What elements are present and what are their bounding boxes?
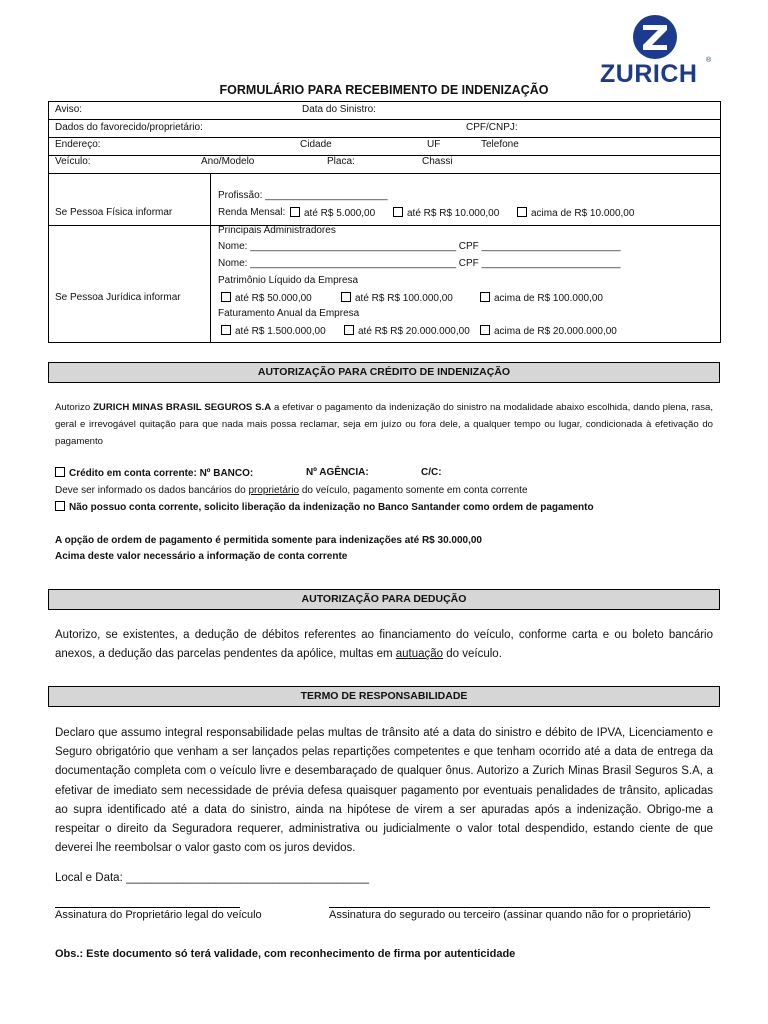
checkbox-icon[interactable] [290, 207, 300, 217]
placa-label: Placa: [327, 156, 355, 167]
patrimonio-option-2[interactable]: até R$ R$ 100.000,00 [341, 292, 453, 304]
uf-label: UF [427, 139, 441, 150]
renda-option-2[interactable]: até R$ R$ 10.000,00 [393, 207, 499, 219]
renda-option-1[interactable]: até R$ 5.000,00 [290, 207, 375, 219]
nome-cpf-field-2[interactable]: Nome: _____________________________________ CPF _________________________ [218, 258, 621, 269]
patrimonio-option-3[interactable]: acima de R$ 100.000,00 [480, 292, 603, 304]
row-divider [48, 119, 721, 120]
pf-label: Se Pessoa Física informar [55, 207, 173, 218]
checkbox-icon[interactable] [480, 325, 490, 335]
checkbox-icon[interactable] [55, 501, 65, 511]
row-divider [48, 155, 721, 156]
checkbox-icon[interactable] [221, 325, 231, 335]
cidade-label: Cidade [300, 139, 332, 150]
col-divider [210, 173, 211, 343]
endereco-label: Endereço: [55, 139, 101, 150]
faturamento-option-3[interactable]: acima de R$ 20.000.000,00 [480, 325, 617, 337]
ano-modelo-label: Ano/Modelo [201, 156, 255, 167]
signature-line-1 [55, 907, 240, 908]
opcao-note-2: Acima deste valor necessário a informação de conta corrente [55, 551, 348, 562]
checkbox-icon[interactable] [344, 325, 354, 335]
row-divider [48, 225, 721, 226]
faturamento-option-1[interactable]: até R$ 1.500.000,00 [221, 325, 326, 337]
agencia-label: Nº AGÊNCIA: [306, 467, 369, 478]
signature-label-1: Assinatura do Proprietário legal do veículo [55, 909, 262, 921]
telefone-label: Telefone [481, 139, 519, 150]
zurich-logo [596, 14, 716, 90]
nome-cpf-field-1[interactable]: Nome: _____________________________________ CPF _________________________ [218, 241, 621, 252]
patrimonio-option-1[interactable]: até R$ 50.000,00 [221, 292, 312, 304]
responsabilidade-heading: TERMO DE RESPONSABILIDADE [48, 686, 720, 707]
checkbox-icon[interactable] [393, 207, 403, 217]
cpf-cnpj-label: CPF/CNPJ: [466, 122, 518, 133]
cc-label: C/C: [421, 467, 442, 478]
credito-heading: AUTORIZAÇÃO PARA CRÉDITO DE INDENIZAÇÃO [48, 362, 720, 383]
patrimonio-label: Patrimônio Líquido da Empresa [218, 275, 359, 286]
checkbox-icon[interactable] [55, 467, 65, 477]
row-divider [48, 137, 721, 138]
renda-option-3[interactable]: acima de R$ 10.000,00 [517, 207, 634, 219]
deducao-heading: AUTORIZAÇÃO PARA DEDUÇÃO [48, 589, 720, 610]
deve-informar-text: Deve ser informado os dados bancários do proprietário do veículo, pagamento somente em conta corrente [55, 485, 528, 496]
nao-possuo-option[interactable]: Não possuo conta corrente, solicito liberação da indenização no Banco Santander como ordem de pagamento [55, 501, 594, 513]
signature-label-2: Assinatura do segurado ou terceiro (assinar quando não for o proprietário) [329, 909, 691, 921]
obs-note: Obs.: Este documento só terá validade, com reconhecimento de firma por autenticidade [55, 948, 516, 960]
checkbox-icon[interactable] [221, 292, 231, 302]
form-title: FORMULÁRIO PARA RECEBIMENTO DE INDENIZAÇÃO [219, 83, 549, 97]
aviso-label: Aviso: [55, 104, 83, 115]
administradores-label: Principais Administradores [218, 225, 336, 236]
responsabilidade-paragraph: Declaro que assumo integral responsabilidade pelas multas de trânsito até a data do sinistro e débito de IPVA, Licenciamento e Seguro obrigatório que venham a ser lançados pelas repartições competentes e que tenham ocorrido até a data de entrega da documentação completa com o veículo livre e desembaraçado de qualquer ônus. Autorizo a Zurich Minas Brasil Seguros S.A, a efetivar de imediato sem necessidade de prévia defesa quaisquer pagamento por eventuais penalidades de trânsito, aplicadas ao supra identificado até a data do sinistro, ainda na hipótese de virem a ser apuradas após a indenização. Obrigo-me a respeitar o direito da Seguradora requerer, administrativa ou judicialmente o valor total despendido, estando ciente de que deverei lhe reembolsar o valor gasto com os juros devidos. [55, 727, 713, 855]
checkbox-icon[interactable] [480, 292, 490, 302]
deducao-paragraph: Autorizo, se existentes, a dedução de débitos referentes ao financiamento do veículo, conforme carta e ou boleto bancário anexos, a dedução das parcelas pendentes da apólice, multas em autuação do veículo. [55, 629, 713, 661]
data-sinistro-label: Data do Sinistro: [302, 104, 376, 115]
logo-registered: ® [706, 57, 712, 64]
opcao-note-1: A opção de ordem de pagamento é permitida somente para indenizações até R$ 30.000,00 [55, 535, 482, 546]
veiculo-label: Veículo: [55, 156, 91, 167]
pj-label: Se Pessoa Jurídica informar [55, 292, 181, 303]
faturamento-label: Faturamento Anual da Empresa [218, 308, 360, 319]
local-data-field[interactable]: Local e Data: ______________________________________ [55, 872, 369, 884]
autorizo-paragraph: Autorizo ZURICH MINAS BRASIL SEGUROS S.A a efetivar o pagamento da indenização do sinistro na modalidade abaixo escolhida, dando plena, rasa, geral e irrevogável quitação para que nada mais possa reclamar, seja em juízo ou fora dele, a qualquer tempo ou lugar, condicionada à efetivação do pagamento [55, 402, 713, 447]
favorecido-label: Dados do favorecido/proprietário: [55, 122, 203, 133]
signature-line-2 [329, 907, 710, 908]
chassi-label: Chassi [422, 156, 453, 167]
zurich-z-icon [632, 14, 678, 60]
checkbox-icon[interactable] [341, 292, 351, 302]
checkbox-icon[interactable] [517, 207, 527, 217]
row-divider [48, 173, 721, 174]
faturamento-option-2[interactable]: até R$ R$ 20.000.000,00 [344, 325, 470, 337]
profissao-field[interactable]: Profissão: ______________________ [218, 190, 388, 201]
credito-conta-option[interactable]: Crédito em conta corrente: Nº BANCO: [55, 467, 253, 479]
logo-wordmark: ZURICH [600, 60, 698, 88]
renda-label: Renda Mensal: [218, 207, 286, 218]
